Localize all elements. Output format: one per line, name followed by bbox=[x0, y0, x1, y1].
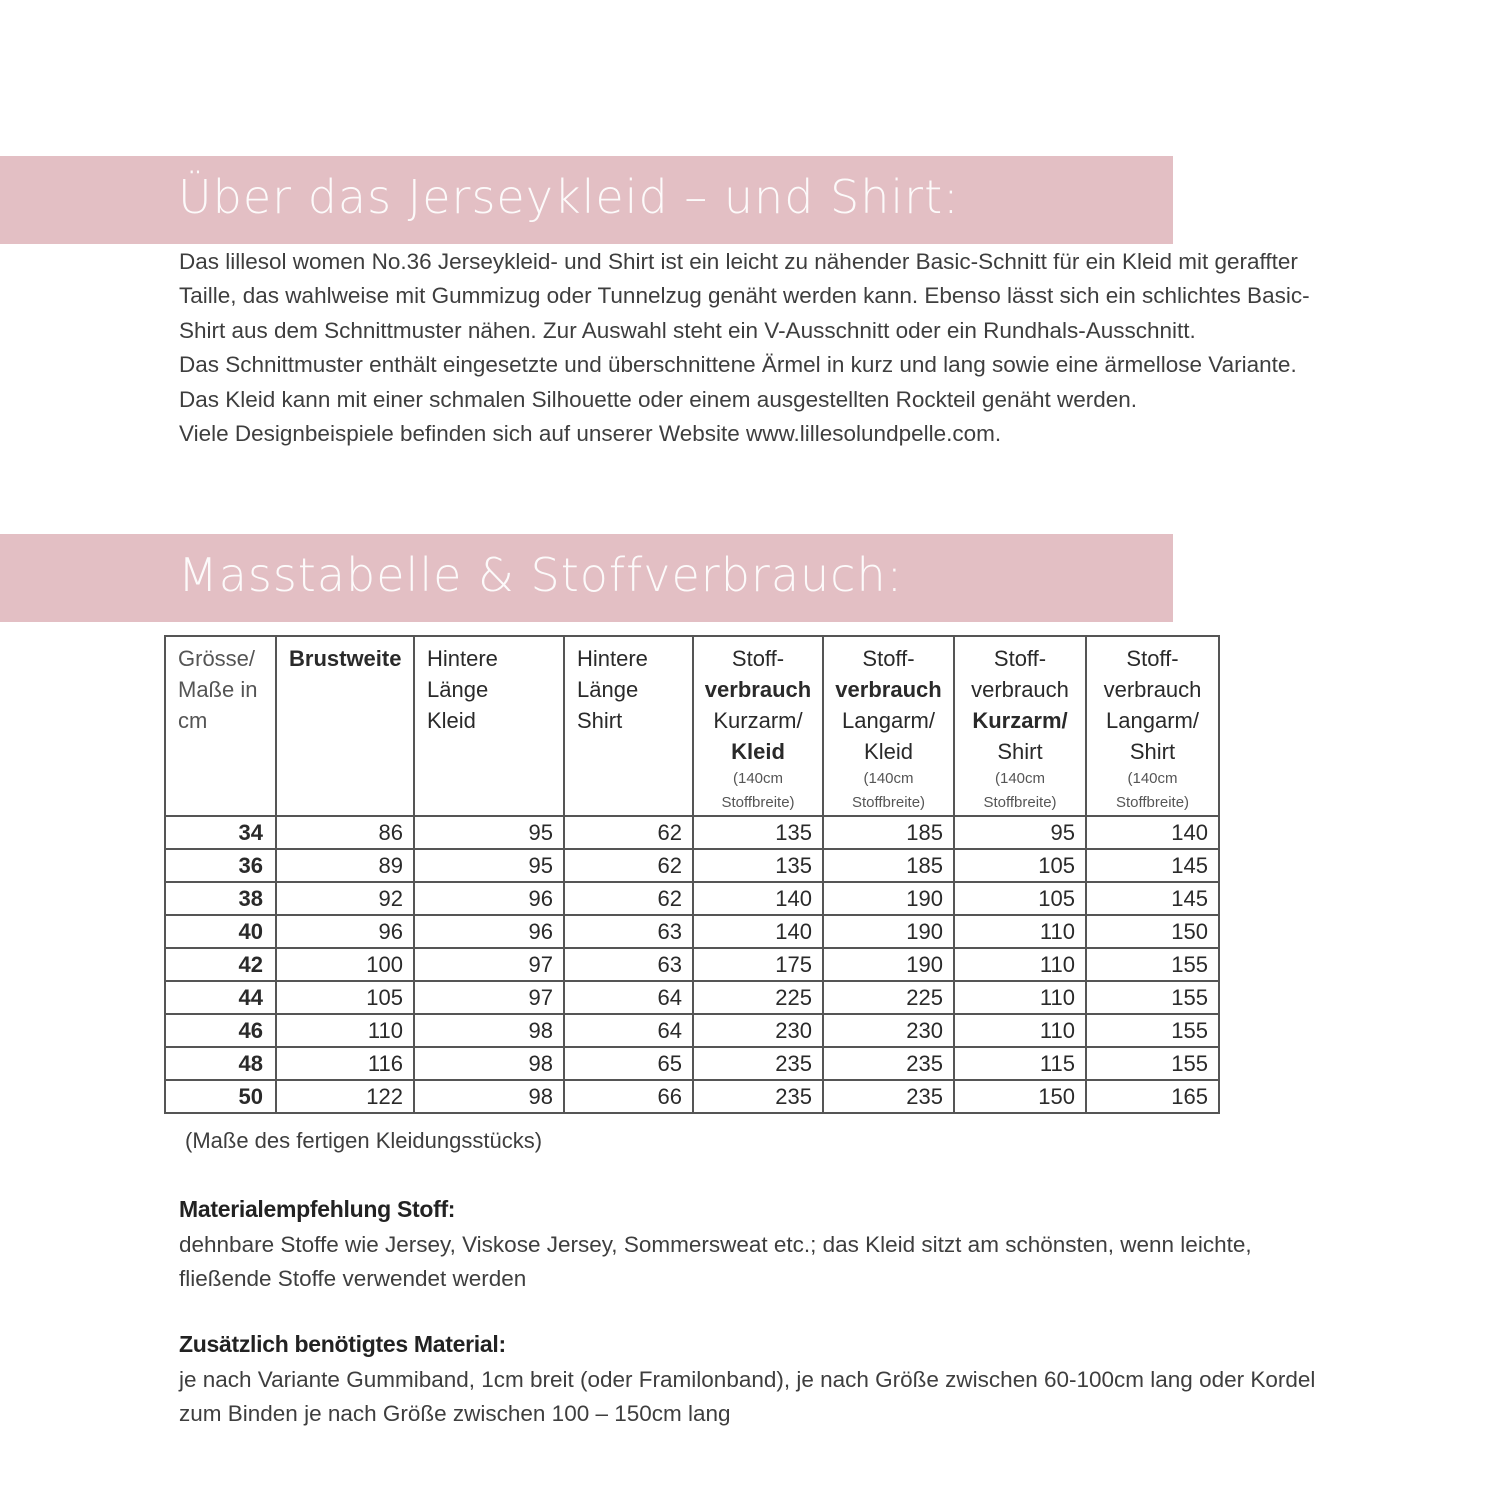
value-cell: 63 bbox=[564, 915, 693, 948]
size-cell: 44 bbox=[165, 981, 276, 1014]
header-line: verbrauch bbox=[971, 677, 1069, 702]
section-banner-size-table bbox=[0, 534, 1173, 622]
value-cell: 175 bbox=[693, 948, 823, 981]
header-note: (140cm bbox=[732, 770, 784, 787]
header-line: Maße in bbox=[178, 677, 258, 702]
header-line: verbrauch bbox=[1103, 677, 1202, 702]
header-line: Langarm/ bbox=[842, 708, 935, 733]
header-fabric-short-shirt bbox=[954, 636, 1086, 816]
header-fabric-long-shirt bbox=[1086, 636, 1219, 816]
value-cell: 155 bbox=[1086, 1014, 1219, 1047]
value-cell: 116 bbox=[276, 1047, 414, 1080]
table-row bbox=[165, 981, 1219, 1014]
value-cell: 110 bbox=[954, 1014, 1086, 1047]
value-cell: 190 bbox=[823, 882, 954, 915]
value-cell: 95 bbox=[414, 816, 564, 849]
size-table bbox=[164, 635, 1220, 1114]
about-paragraph: Das Schnittmuster enthält eingesetzte und überschnittene Ärmel in kurz und lang sowie eine ärmellose Variante. bbox=[179, 352, 1297, 378]
about-description bbox=[179, 245, 1349, 451]
header-line: Stoff- bbox=[731, 646, 785, 671]
value-cell: 100 bbox=[276, 948, 414, 981]
header-note: Stoffbreite) bbox=[1115, 794, 1190, 811]
value-cell: 86 bbox=[276, 816, 414, 849]
table-row bbox=[165, 1014, 1219, 1047]
value-cell: 64 bbox=[564, 981, 693, 1014]
table-row bbox=[165, 915, 1219, 948]
value-cell: 98 bbox=[414, 1080, 564, 1113]
header-note: (140cm bbox=[863, 770, 914, 787]
value-cell: 110 bbox=[276, 1014, 414, 1047]
value-cell: 135 bbox=[693, 816, 823, 849]
value-cell: 98 bbox=[414, 1014, 564, 1047]
table-row bbox=[165, 816, 1219, 849]
value-cell: 230 bbox=[693, 1014, 823, 1047]
section-title-size-table: Masstabelle & Stoffverbrauch: bbox=[178, 548, 904, 602]
material-heading: Materialempfehlung Stoff: bbox=[179, 1196, 456, 1222]
header-line: Kleid bbox=[731, 739, 785, 764]
value-cell: 64 bbox=[564, 1014, 693, 1047]
header-line: Grösse/ bbox=[178, 646, 256, 671]
size-cell: 34 bbox=[165, 816, 276, 849]
value-cell: 62 bbox=[564, 849, 693, 882]
value-cell: 225 bbox=[693, 981, 823, 1014]
header-line: Länge bbox=[577, 677, 639, 702]
value-cell: 62 bbox=[564, 816, 693, 849]
size-cell: 48 bbox=[165, 1047, 276, 1080]
size-cell: 36 bbox=[165, 849, 276, 882]
header-line: Hintere bbox=[427, 646, 498, 671]
header-line: Shirt bbox=[577, 708, 623, 733]
value-cell: 96 bbox=[414, 915, 564, 948]
value-cell: 190 bbox=[823, 915, 954, 948]
header-line: verbrauch bbox=[704, 677, 812, 702]
value-cell: 63 bbox=[564, 948, 693, 981]
table-row bbox=[165, 882, 1219, 915]
value-cell: 235 bbox=[693, 1047, 823, 1080]
value-cell: 140 bbox=[693, 915, 823, 948]
header-line: cm bbox=[178, 708, 208, 733]
header-line: Kurzarm/ bbox=[713, 708, 803, 733]
value-cell: 96 bbox=[414, 882, 564, 915]
size-cell: 42 bbox=[165, 948, 276, 981]
size-cell: 46 bbox=[165, 1014, 276, 1047]
header-note: (140cm bbox=[1127, 770, 1178, 787]
value-cell: 92 bbox=[276, 882, 414, 915]
about-paragraph: Viele Designbeispiele befinden sich auf unserer Website www.lillesolundpelle.com. bbox=[179, 421, 1002, 447]
header-line: Shirt bbox=[997, 739, 1043, 764]
value-cell: 89 bbox=[276, 849, 414, 882]
value-cell: 140 bbox=[1086, 816, 1219, 849]
section-title-about: Über das Jerseykleid – und Shirt: bbox=[178, 170, 960, 224]
value-cell: 122 bbox=[276, 1080, 414, 1113]
section-banner-about bbox=[0, 156, 1173, 244]
value-cell: 66 bbox=[564, 1080, 693, 1113]
size-cell: 38 bbox=[165, 882, 276, 915]
header-line: verbrauch bbox=[835, 677, 942, 702]
value-cell: 110 bbox=[954, 915, 1086, 948]
value-cell: 155 bbox=[1086, 981, 1219, 1014]
header-line: Kleid bbox=[427, 708, 476, 733]
header-line: Stoff- bbox=[862, 646, 915, 671]
value-cell: 105 bbox=[276, 981, 414, 1014]
value-cell: 105 bbox=[954, 849, 1086, 882]
value-cell: 96 bbox=[276, 915, 414, 948]
value-cell: 115 bbox=[954, 1047, 1086, 1080]
header-line: Stoff- bbox=[993, 646, 1047, 671]
value-cell: 97 bbox=[414, 981, 564, 1014]
table-row bbox=[165, 948, 1219, 981]
value-cell: 155 bbox=[1086, 948, 1219, 981]
header-line: Langarm/ bbox=[1106, 708, 1199, 733]
header-line: Stoff- bbox=[1126, 646, 1179, 671]
value-cell: 235 bbox=[823, 1080, 954, 1113]
value-cell: 185 bbox=[823, 849, 954, 882]
header-note: Stoffbreite) bbox=[851, 794, 926, 811]
size-cell: 50 bbox=[165, 1080, 276, 1113]
table-row bbox=[165, 1080, 1219, 1113]
value-cell: 135 bbox=[693, 849, 823, 882]
value-cell: 150 bbox=[1086, 915, 1219, 948]
about-paragraph: Das lillesol women No.36 Jerseykleid- und Shirt ist ein leicht zu nähender Basic-Schnitt für ein Kleid mit geraffter Taille, das wahlweise mit Gummizug oder Tunnelzug genäht werden kann. Ebenso lässt sich ein schlichtes Basic-Shirt aus dem Schnittmuster nähen. Zur Auswahl steht ein V-Ausschnitt oder ein Rundhals-Ausschnitt. bbox=[179, 249, 1310, 343]
value-cell: 98 bbox=[414, 1047, 564, 1080]
header-line: Kleid bbox=[864, 739, 913, 764]
value-cell: 225 bbox=[823, 981, 954, 1014]
size-table-body bbox=[165, 816, 1219, 1113]
value-cell: 95 bbox=[414, 849, 564, 882]
additional-material-text: je nach Variante Gummiband, 1cm breit (oder Framilonband), je nach Größe zwischen 60-100cm lang oder Kordel zum Binden je nach Größe zwischen 100 – 150cm lang bbox=[179, 1367, 1316, 1427]
value-cell: 165 bbox=[1086, 1080, 1219, 1113]
header-note: Stoffbreite) bbox=[721, 794, 795, 811]
value-cell: 97 bbox=[414, 948, 564, 981]
size-table-note: (Maße des fertigen Kleidungsstücks) bbox=[185, 1128, 543, 1153]
value-cell: 110 bbox=[954, 981, 1086, 1014]
value-cell: 140 bbox=[693, 882, 823, 915]
value-cell: 235 bbox=[823, 1047, 954, 1080]
value-cell: 230 bbox=[823, 1014, 954, 1047]
value-cell: 190 bbox=[823, 948, 954, 981]
additional-material-heading: Zusätzlich benötigtes Material: bbox=[179, 1331, 506, 1357]
header-size bbox=[165, 636, 276, 816]
value-cell: 235 bbox=[693, 1080, 823, 1113]
table-row bbox=[165, 849, 1219, 882]
header-note: Stoffbreite) bbox=[983, 794, 1057, 811]
value-cell: 105 bbox=[954, 882, 1086, 915]
header-fabric-short-dress bbox=[693, 636, 823, 816]
material-text: dehnbare Stoffe wie Jersey, Viskose Jersey, Sommersweat etc.; das Kleid sitzt am schönsten, wenn leichte, fließende Stoffe verwendet werden bbox=[179, 1232, 1252, 1292]
about-paragraph: Das Kleid kann mit einer schmalen Silhouette oder einem ausgestellten Rockteil genäht werden. bbox=[179, 386, 1138, 412]
header-line: Länge bbox=[427, 677, 489, 702]
table-row bbox=[165, 1047, 1219, 1080]
header-line: Kurzarm/ bbox=[972, 708, 1068, 733]
header-length-shirt bbox=[564, 636, 693, 816]
value-cell: 150 bbox=[954, 1080, 1086, 1113]
value-cell: 95 bbox=[954, 816, 1086, 849]
value-cell: 155 bbox=[1086, 1047, 1219, 1080]
value-cell: 145 bbox=[1086, 882, 1219, 915]
header-length-dress bbox=[414, 636, 564, 816]
header-bust bbox=[276, 636, 414, 816]
value-cell: 65 bbox=[564, 1047, 693, 1080]
size-table-header-row bbox=[165, 636, 1219, 816]
header-line: Hintere bbox=[577, 646, 648, 671]
size-cell: 40 bbox=[165, 915, 276, 948]
value-cell: 110 bbox=[954, 948, 1086, 981]
value-cell: 145 bbox=[1086, 849, 1219, 882]
header-line: Shirt bbox=[1129, 739, 1176, 764]
value-cell: 185 bbox=[823, 816, 954, 849]
header-note: (140cm bbox=[994, 770, 1046, 787]
header-line: Brustweite bbox=[289, 646, 402, 671]
header-fabric-long-dress bbox=[823, 636, 954, 816]
value-cell: 62 bbox=[564, 882, 693, 915]
